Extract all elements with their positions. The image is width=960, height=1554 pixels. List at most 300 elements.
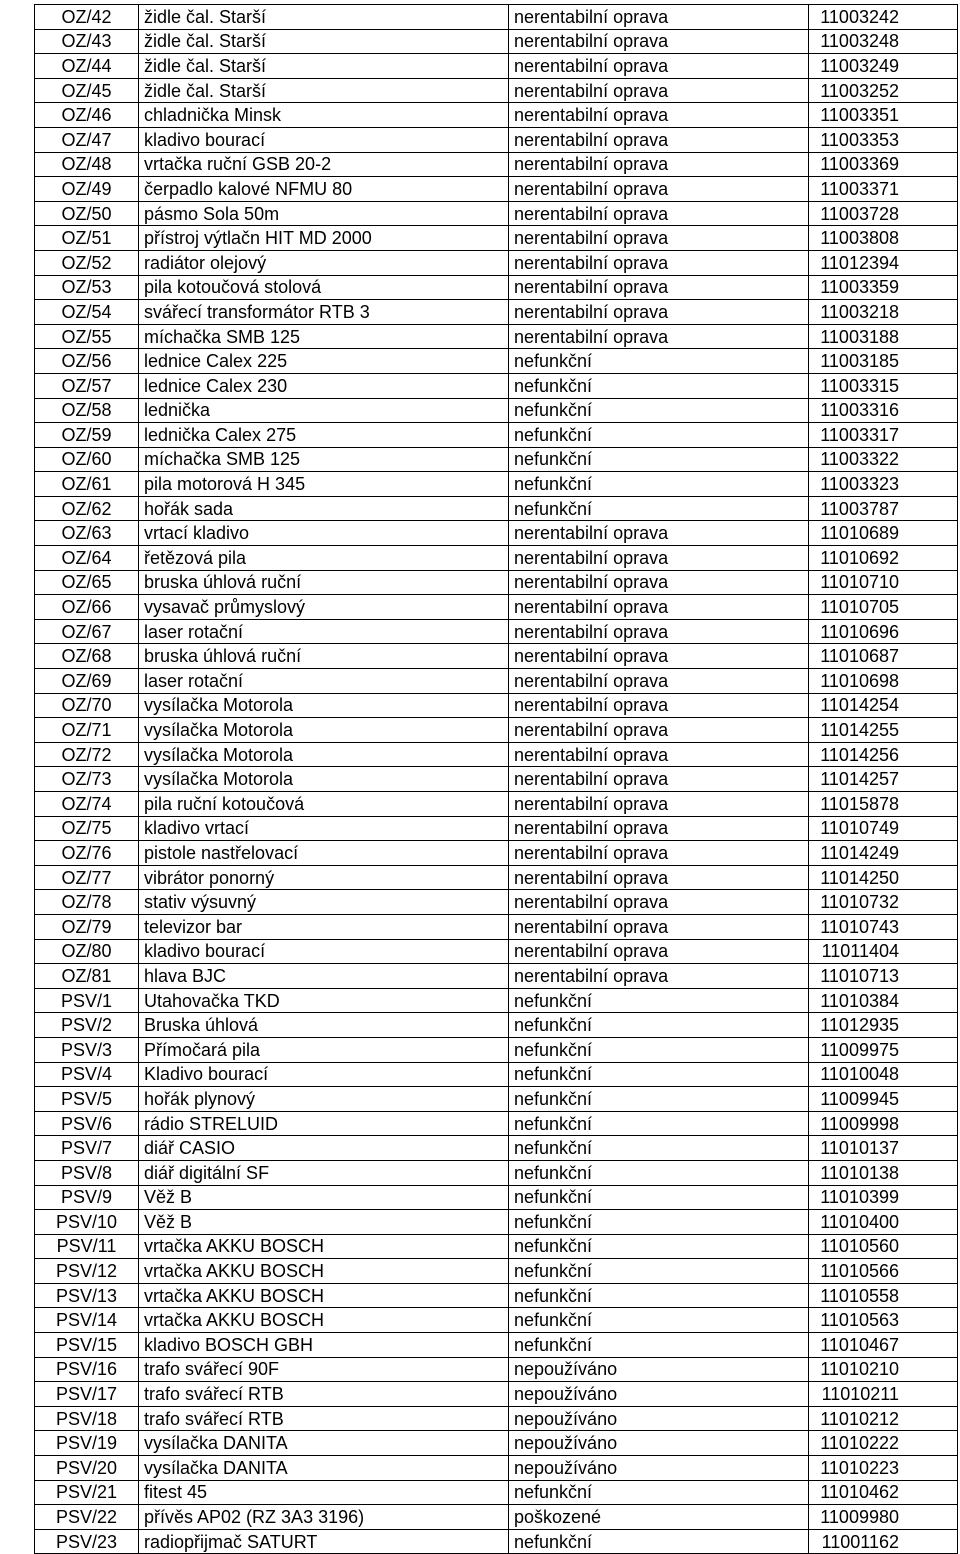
item-status-cell: nefunkční	[509, 1210, 809, 1235]
item-status-cell: nepoužíváno	[509, 1431, 809, 1456]
table-row	[35, 1406, 958, 1431]
item-name-cell: diář digitální SF	[139, 1160, 509, 1185]
inventory-number-cell: 11003317	[809, 423, 958, 448]
item-code-cell: PSV/1	[35, 988, 139, 1013]
table-row	[35, 742, 958, 767]
item-name-cell: vrtačka AKKU BOSCH	[139, 1259, 509, 1284]
inventory-number-cell: 11010705	[809, 595, 958, 620]
item-name-cell: Věž B	[139, 1185, 509, 1210]
item-code-cell: OZ/61	[35, 472, 139, 497]
item-status-cell: nefunkční	[509, 1062, 809, 1087]
item-code-cell: OZ/52	[35, 250, 139, 275]
inventory-number-cell: 11010384	[809, 988, 958, 1013]
item-name-cell: laser rotační	[139, 619, 509, 644]
item-name-cell: vrtačka AKKU BOSCH	[139, 1234, 509, 1259]
item-name-cell: lednička Calex 275	[139, 423, 509, 448]
item-name-cell: vysílačka Motorola	[139, 718, 509, 743]
item-code-cell: PSV/13	[35, 1283, 139, 1308]
item-name-cell: míchačka SMB 125	[139, 324, 509, 349]
item-status-cell: poškozené	[509, 1505, 809, 1530]
item-code-cell: PSV/21	[35, 1480, 139, 1505]
inventory-number-cell: 11010462	[809, 1480, 958, 1505]
item-status-cell: nerentabilní oprava	[509, 324, 809, 349]
table-row	[35, 767, 958, 792]
item-name-cell: hlava BJC	[139, 964, 509, 989]
item-code-cell: OZ/43	[35, 29, 139, 54]
item-code-cell: OZ/59	[35, 423, 139, 448]
item-status-cell: nerentabilní oprava	[509, 29, 809, 54]
table-row	[35, 1185, 958, 1210]
inventory-number-cell: 11011404	[809, 939, 958, 964]
item-name-cell: rádio STRELUID	[139, 1111, 509, 1136]
inventory-number-cell: 11003249	[809, 54, 958, 79]
item-status-cell: nefunkční	[509, 1529, 809, 1554]
item-name-cell: židle čal. Starší	[139, 78, 509, 103]
inventory-number-cell: 11003315	[809, 373, 958, 398]
item-status-cell: nerentabilní oprava	[509, 521, 809, 546]
item-name-cell: televizor bar	[139, 914, 509, 939]
item-status-cell: nerentabilní oprava	[509, 841, 809, 866]
table-row	[35, 841, 958, 866]
inventory-number-cell: 11010211	[809, 1382, 958, 1407]
item-code-cell: OZ/56	[35, 349, 139, 374]
table-row	[35, 5, 958, 30]
item-code-cell: OZ/63	[35, 521, 139, 546]
inventory-number-cell: 11003371	[809, 177, 958, 202]
table-row	[35, 1037, 958, 1062]
item-status-cell: nerentabilní oprava	[509, 54, 809, 79]
item-code-cell: PSV/12	[35, 1259, 139, 1284]
table-row	[35, 349, 958, 374]
item-name-cell: vysavač průmyslový	[139, 595, 509, 620]
item-code-cell: OZ/60	[35, 447, 139, 472]
table-row	[35, 914, 958, 939]
item-name-cell: lednice Calex 225	[139, 349, 509, 374]
item-code-cell: PSV/5	[35, 1087, 139, 1112]
item-name-cell: pila kotoučová stolová	[139, 275, 509, 300]
item-code-cell: PSV/15	[35, 1333, 139, 1358]
item-name-cell: vysílačka DANITA	[139, 1456, 509, 1481]
table-row	[35, 816, 958, 841]
item-code-cell: PSV/18	[35, 1406, 139, 1431]
item-status-cell: nerentabilní oprava	[509, 152, 809, 177]
item-code-cell: OZ/54	[35, 300, 139, 325]
item-name-cell: Věž B	[139, 1210, 509, 1235]
inventory-number-cell: 11003728	[809, 201, 958, 226]
item-name-cell: lednice Calex 230	[139, 373, 509, 398]
table-row	[35, 127, 958, 152]
item-code-cell: OZ/69	[35, 669, 139, 694]
inventory-number-cell: 11003322	[809, 447, 958, 472]
table-row	[35, 792, 958, 817]
item-status-cell: nefunkční	[509, 1308, 809, 1333]
table-row	[35, 1234, 958, 1259]
item-name-cell: radiátor olejový	[139, 250, 509, 275]
table-row	[35, 1259, 958, 1284]
item-status-cell: nerentabilní oprava	[509, 742, 809, 767]
item-status-cell: nefunkční	[509, 349, 809, 374]
inventory-number-cell: 11014257	[809, 767, 958, 792]
table-row	[35, 546, 958, 571]
item-code-cell: OZ/74	[35, 792, 139, 817]
item-code-cell: OZ/55	[35, 324, 139, 349]
table-row	[35, 1087, 958, 1112]
inventory-number-cell: 11014249	[809, 841, 958, 866]
item-name-cell: trafo svářecí RTB	[139, 1382, 509, 1407]
table-row	[35, 1357, 958, 1382]
item-status-cell: nerentabilní oprava	[509, 792, 809, 817]
item-name-cell: vrtací kladivo	[139, 521, 509, 546]
item-status-cell: nerentabilní oprava	[509, 890, 809, 915]
table-row	[35, 988, 958, 1013]
item-status-cell: nerentabilní oprava	[509, 177, 809, 202]
item-status-cell: nerentabilní oprava	[509, 226, 809, 251]
item-status-cell: nerentabilní oprava	[509, 693, 809, 718]
table-row	[35, 1480, 958, 1505]
item-status-cell: nefunkční	[509, 1136, 809, 1161]
table-row	[35, 1333, 958, 1358]
inventory-number-cell: 11015878	[809, 792, 958, 817]
table-row	[35, 1431, 958, 1456]
table-row	[35, 1308, 958, 1333]
item-status-cell: nerentabilní oprava	[509, 816, 809, 841]
item-code-cell: OZ/76	[35, 841, 139, 866]
table-row	[35, 865, 958, 890]
inventory-number-cell: 11003188	[809, 324, 958, 349]
item-name-cell: vrtačka ruční GSB 20-2	[139, 152, 509, 177]
item-name-cell: míchačka SMB 125	[139, 447, 509, 472]
table-row	[35, 250, 958, 275]
inventory-number-cell: 11009980	[809, 1505, 958, 1530]
item-name-cell: vibrátor ponorný	[139, 865, 509, 890]
table-row	[35, 398, 958, 423]
inventory-number-cell: 11003359	[809, 275, 958, 300]
inventory-number-cell: 11014250	[809, 865, 958, 890]
inventory-number-cell: 11010710	[809, 570, 958, 595]
inventory-number-cell: 11010698	[809, 669, 958, 694]
table-row	[35, 669, 958, 694]
inventory-number-cell: 11003787	[809, 496, 958, 521]
item-name-cell: Bruska úhlová	[139, 1013, 509, 1038]
inventory-number-cell: 11010732	[809, 890, 958, 915]
table-row	[35, 54, 958, 79]
item-status-cell: nerentabilní oprava	[509, 201, 809, 226]
item-status-cell: nefunkční	[509, 423, 809, 448]
item-name-cell: lednička	[139, 398, 509, 423]
item-code-cell: OZ/57	[35, 373, 139, 398]
item-status-cell: nefunkční	[509, 1283, 809, 1308]
item-name-cell: chladnička Minsk	[139, 103, 509, 128]
table-row	[35, 78, 958, 103]
item-status-cell: nefunkční	[509, 472, 809, 497]
inventory-number-cell: 11003185	[809, 349, 958, 374]
item-status-cell: nepoužíváno	[509, 1406, 809, 1431]
table-row	[35, 226, 958, 251]
inventory-number-cell: 11003316	[809, 398, 958, 423]
item-status-cell: nerentabilní oprava	[509, 964, 809, 989]
table-row	[35, 1382, 958, 1407]
item-code-cell: PSV/6	[35, 1111, 139, 1136]
item-code-cell: PSV/9	[35, 1185, 139, 1210]
item-status-cell: nefunkční	[509, 1259, 809, 1284]
inventory-number-cell: 11010566	[809, 1259, 958, 1284]
inventory-number-cell: 11010696	[809, 619, 958, 644]
table-row	[35, 1111, 958, 1136]
item-status-cell: nerentabilní oprava	[509, 275, 809, 300]
item-code-cell: OZ/66	[35, 595, 139, 620]
item-status-cell: nerentabilní oprava	[509, 127, 809, 152]
item-name-cell: vysílačka Motorola	[139, 767, 509, 792]
inventory-number-cell: 11010689	[809, 521, 958, 546]
item-name-cell: hořák plynový	[139, 1087, 509, 1112]
table-row	[35, 447, 958, 472]
item-name-cell: řetězová pila	[139, 546, 509, 571]
table-row	[35, 1456, 958, 1481]
item-name-cell: kladivo bourací	[139, 939, 509, 964]
inventory-number-cell: 11014254	[809, 693, 958, 718]
item-code-cell: OZ/46	[35, 103, 139, 128]
item-code-cell: PSV/22	[35, 1505, 139, 1530]
inventory-number-cell: 11010223	[809, 1456, 958, 1481]
item-name-cell: vrtačka AKKU BOSCH	[139, 1283, 509, 1308]
item-code-cell: OZ/62	[35, 496, 139, 521]
item-status-cell: nerentabilní oprava	[509, 914, 809, 939]
item-code-cell: PSV/3	[35, 1037, 139, 1062]
item-code-cell: PSV/4	[35, 1062, 139, 1087]
item-status-cell: nerentabilní oprava	[509, 570, 809, 595]
inventory-number-cell: 11010692	[809, 546, 958, 571]
table-row	[35, 1160, 958, 1185]
item-code-cell: OZ/42	[35, 5, 139, 30]
item-code-cell: PSV/14	[35, 1308, 139, 1333]
item-status-cell: nepoužíváno	[509, 1382, 809, 1407]
item-name-cell: Kladivo bourací	[139, 1062, 509, 1087]
table-row	[35, 1283, 958, 1308]
item-name-cell: diář CASIO	[139, 1136, 509, 1161]
inventory-number-cell: 11010467	[809, 1333, 958, 1358]
item-code-cell: OZ/53	[35, 275, 139, 300]
item-name-cell: trafo svářecí RTB	[139, 1406, 509, 1431]
inventory-number-cell: 11010560	[809, 1234, 958, 1259]
item-status-cell: nefunkční	[509, 1234, 809, 1259]
item-status-cell: nerentabilní oprava	[509, 250, 809, 275]
item-status-cell: nefunkční	[509, 1185, 809, 1210]
item-name-cell: přívěs AP02 (RZ 3A3 3196)	[139, 1505, 509, 1530]
item-name-cell: vrtačka AKKU BOSCH	[139, 1308, 509, 1333]
item-status-cell: nefunkční	[509, 398, 809, 423]
table-row	[35, 595, 958, 620]
inventory-number-cell: 11010210	[809, 1357, 958, 1382]
item-name-cell: vysílačka Motorola	[139, 693, 509, 718]
item-name-cell: Utahovačka TKD	[139, 988, 509, 1013]
table-row	[35, 472, 958, 497]
table-row	[35, 373, 958, 398]
item-code-cell: OZ/71	[35, 718, 139, 743]
item-name-cell: židle čal. Starší	[139, 54, 509, 79]
table-row	[35, 103, 958, 128]
item-code-cell: OZ/75	[35, 816, 139, 841]
inventory-table	[34, 4, 958, 1554]
inventory-number-cell: 11010212	[809, 1406, 958, 1431]
inventory-number-cell: 11012935	[809, 1013, 958, 1038]
inventory-number-cell: 11010749	[809, 816, 958, 841]
inventory-number-cell: 11010400	[809, 1210, 958, 1235]
item-code-cell: OZ/48	[35, 152, 139, 177]
item-name-cell: fitest 45	[139, 1480, 509, 1505]
item-code-cell: PSV/16	[35, 1357, 139, 1382]
item-code-cell: OZ/44	[35, 54, 139, 79]
item-code-cell: OZ/78	[35, 890, 139, 915]
item-code-cell: OZ/45	[35, 78, 139, 103]
inventory-number-cell: 11010222	[809, 1431, 958, 1456]
item-code-cell: OZ/79	[35, 914, 139, 939]
table-row	[35, 300, 958, 325]
item-status-cell: nerentabilní oprava	[509, 619, 809, 644]
item-name-cell: židle čal. Starší	[139, 29, 509, 54]
item-code-cell: PSV/2	[35, 1013, 139, 1038]
item-name-cell: svářecí transformátor RTB 3	[139, 300, 509, 325]
item-code-cell: PSV/23	[35, 1529, 139, 1554]
inventory-number-cell: 11010138	[809, 1160, 958, 1185]
inventory-number-cell: 11003353	[809, 127, 958, 152]
item-name-cell: bruska úhlová ruční	[139, 644, 509, 669]
item-status-cell: nefunkční	[509, 1160, 809, 1185]
item-code-cell: OZ/67	[35, 619, 139, 644]
item-code-cell: OZ/47	[35, 127, 139, 152]
inventory-number-cell: 11014255	[809, 718, 958, 743]
item-code-cell: PSV/7	[35, 1136, 139, 1161]
item-status-cell: nerentabilní oprava	[509, 767, 809, 792]
item-status-cell: nerentabilní oprava	[509, 669, 809, 694]
item-name-cell: stativ výsuvný	[139, 890, 509, 915]
item-status-cell: nefunkční	[509, 1333, 809, 1358]
item-status-cell: nerentabilní oprava	[509, 595, 809, 620]
item-status-cell: nerentabilní oprava	[509, 103, 809, 128]
inventory-number-cell: 11003218	[809, 300, 958, 325]
table-row	[35, 570, 958, 595]
item-name-cell: čerpadlo kalové NFMU 80	[139, 177, 509, 202]
table-row	[35, 521, 958, 546]
item-name-cell: kladivo vrtací	[139, 816, 509, 841]
table-row	[35, 939, 958, 964]
table-row	[35, 177, 958, 202]
inventory-number-cell: 11010743	[809, 914, 958, 939]
inventory-table-body	[35, 5, 958, 1554]
inventory-number-cell: 11003242	[809, 5, 958, 30]
item-status-cell: nerentabilní oprava	[509, 5, 809, 30]
item-status-cell: nefunkční	[509, 1087, 809, 1112]
item-code-cell: PSV/17	[35, 1382, 139, 1407]
inventory-number-cell: 11010558	[809, 1283, 958, 1308]
inventory-number-cell: 11009975	[809, 1037, 958, 1062]
inventory-number-cell: 11003369	[809, 152, 958, 177]
item-status-cell: nefunkční	[509, 1013, 809, 1038]
table-row	[35, 496, 958, 521]
item-name-cell: přístroj výtlačn HIT MD 2000	[139, 226, 509, 251]
item-status-cell: nerentabilní oprava	[509, 865, 809, 890]
inventory-number-cell: 11010687	[809, 644, 958, 669]
item-code-cell: PSV/11	[35, 1234, 139, 1259]
item-name-cell: kladivo bourací	[139, 127, 509, 152]
item-name-cell: bruska úhlová ruční	[139, 570, 509, 595]
inventory-number-cell: 11003252	[809, 78, 958, 103]
item-code-cell: OZ/51	[35, 226, 139, 251]
item-name-cell: vysílačka DANITA	[139, 1431, 509, 1456]
item-name-cell: hořák sada	[139, 496, 509, 521]
item-code-cell: OZ/73	[35, 767, 139, 792]
item-code-cell: PSV/19	[35, 1431, 139, 1456]
inventory-number-cell: 11010713	[809, 964, 958, 989]
item-name-cell: trafo svářecí 90F	[139, 1357, 509, 1382]
item-name-cell: pila ruční kotoučová	[139, 792, 509, 817]
table-row	[35, 890, 958, 915]
item-code-cell: OZ/50	[35, 201, 139, 226]
table-row	[35, 1013, 958, 1038]
table-row	[35, 1529, 958, 1554]
item-status-cell: nerentabilní oprava	[509, 546, 809, 571]
item-code-cell: PSV/10	[35, 1210, 139, 1235]
item-name-cell: kladivo BOSCH GBH	[139, 1333, 509, 1358]
item-code-cell: OZ/58	[35, 398, 139, 423]
table-row	[35, 1505, 958, 1530]
item-name-cell: pásmo Sola 50m	[139, 201, 509, 226]
item-name-cell: Přímočará pila	[139, 1037, 509, 1062]
item-status-cell: nepoužíváno	[509, 1456, 809, 1481]
item-status-cell: nefunkční	[509, 1480, 809, 1505]
item-status-cell: nefunkční	[509, 447, 809, 472]
item-code-cell: OZ/81	[35, 964, 139, 989]
inventory-number-cell: 11003248	[809, 29, 958, 54]
item-code-cell: OZ/64	[35, 546, 139, 571]
table-row	[35, 29, 958, 54]
item-code-cell: OZ/72	[35, 742, 139, 767]
inventory-number-cell: 11010563	[809, 1308, 958, 1333]
item-code-cell: OZ/68	[35, 644, 139, 669]
item-name-cell: židle čal. Starší	[139, 5, 509, 30]
table-row	[35, 1062, 958, 1087]
inventory-number-cell: 11001162	[809, 1529, 958, 1554]
inventory-number-cell: 11010399	[809, 1185, 958, 1210]
table-row	[35, 1136, 958, 1161]
table-row	[35, 201, 958, 226]
inventory-number-cell: 11003351	[809, 103, 958, 128]
item-status-cell: nerentabilní oprava	[509, 939, 809, 964]
table-row	[35, 423, 958, 448]
item-name-cell: vysílačka Motorola	[139, 742, 509, 767]
item-code-cell: OZ/77	[35, 865, 139, 890]
item-code-cell: PSV/20	[35, 1456, 139, 1481]
item-code-cell: OZ/65	[35, 570, 139, 595]
item-name-cell: radiopřijmač SATURT	[139, 1529, 509, 1554]
item-code-cell: OZ/70	[35, 693, 139, 718]
item-code-cell: PSV/8	[35, 1160, 139, 1185]
table-row	[35, 1210, 958, 1235]
table-row	[35, 275, 958, 300]
item-status-cell: nerentabilní oprava	[509, 718, 809, 743]
item-status-cell: nefunkční	[509, 988, 809, 1013]
table-row	[35, 152, 958, 177]
inventory-number-cell: 11003323	[809, 472, 958, 497]
table-row	[35, 619, 958, 644]
item-status-cell: nepoužíváno	[509, 1357, 809, 1382]
inventory-number-cell: 11010048	[809, 1062, 958, 1087]
item-code-cell: OZ/80	[35, 939, 139, 964]
item-status-cell: nefunkční	[509, 1111, 809, 1136]
item-status-cell: nerentabilní oprava	[509, 78, 809, 103]
item-name-cell: pistole nastřelovací	[139, 841, 509, 866]
table-row	[35, 693, 958, 718]
inventory-number-cell: 11009998	[809, 1111, 958, 1136]
